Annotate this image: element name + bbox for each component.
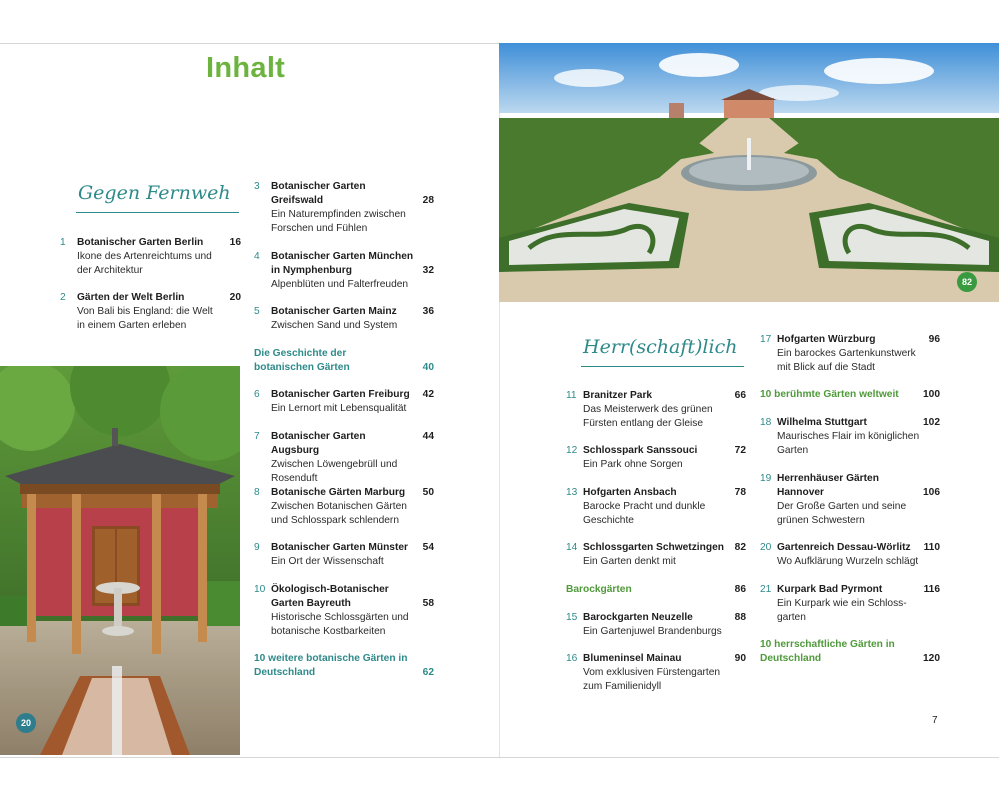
page-number: 7 bbox=[932, 715, 938, 726]
toc-entry-subtitle: Rosenduft bbox=[271, 473, 318, 484]
toc-entry-title: Hofgarten Würzburg bbox=[777, 334, 876, 345]
toc-entry-number: 8 bbox=[254, 487, 260, 498]
toc-entry-title: 10 berühmte Gärten weltweit bbox=[760, 389, 899, 400]
toc-entry-page: 88 bbox=[734, 612, 746, 623]
toc-entry-title: in Nymphenburg bbox=[271, 265, 352, 276]
toc-entry-page: 54 bbox=[422, 542, 434, 553]
toc-entry-title: 10 herrschaftliche Gärten in bbox=[760, 639, 895, 650]
toc-entry-page: 36 bbox=[422, 306, 434, 317]
toc-entry-subtitle: Garten bbox=[777, 445, 809, 456]
toc-entry-page: 120 bbox=[923, 653, 940, 664]
toc-entry-number: 19 bbox=[760, 473, 772, 484]
toc-entry-page: 42 bbox=[422, 389, 434, 400]
toc-entry-title: Botanischer Garten bbox=[271, 181, 366, 192]
toc-entry-subtitle: botanische Kostbarkeiten bbox=[271, 626, 386, 637]
toc-entry-page: 78 bbox=[734, 487, 746, 498]
page-title: Inhalt bbox=[206, 52, 286, 84]
toc-entry-subtitle: Ein Kurpark wie ein Schloss- bbox=[777, 598, 907, 609]
toc-entry-subtitle: Alpenblüten und Falterfreuden bbox=[271, 279, 409, 290]
toc-entry-page: 62 bbox=[422, 667, 434, 678]
toc-entry-subtitle: zum Familienidyll bbox=[583, 681, 662, 692]
toc-entry-page: 32 bbox=[422, 265, 434, 276]
toc-entry-subtitle: Geschichte bbox=[583, 515, 634, 526]
toc-entry-title: Die Geschichte der bbox=[254, 348, 347, 359]
toc-entry-subtitle: Maurisches Flair im königlichen bbox=[777, 431, 920, 442]
toc-entry-subtitle: Ein Garten denkt mit bbox=[583, 556, 676, 567]
toc-entry-title: Blumeninsel Mainau bbox=[583, 653, 682, 664]
toc-entry-subtitle: Ikone des Artenreichtums und bbox=[77, 251, 212, 262]
toc-entry-page: 116 bbox=[923, 584, 940, 595]
toc-entry-subtitle: Zwischen Löwengebrüll und bbox=[271, 459, 398, 470]
toc-entry-subtitle: garten bbox=[777, 612, 806, 623]
toc-entry-number: 15 bbox=[566, 612, 578, 623]
toc-entry-number: 18 bbox=[760, 417, 772, 428]
toc-entry-title: Hannover bbox=[777, 487, 824, 498]
toc-entry-title: Botanischer Garten Mainz bbox=[271, 306, 397, 317]
toc-entry-page: 106 bbox=[923, 487, 940, 498]
toc-entry-title: Botanischer Garten Münster bbox=[271, 542, 408, 553]
toc-entry-subtitle: Zwischen Sand und System bbox=[271, 320, 398, 331]
photo-page-badge: 82 bbox=[957, 272, 977, 292]
section-underline bbox=[581, 366, 744, 367]
toc-entry-title: Wilhelma Stuttgart bbox=[777, 417, 867, 428]
section-heading-herrschaft: Herr(schaft)lich bbox=[583, 336, 738, 358]
toc-entry-page: 82 bbox=[734, 542, 746, 553]
toc-entry-subtitle: Ein Ort der Wissenschaft bbox=[271, 556, 384, 567]
toc-entry-subtitle: Forschen und Fühlen bbox=[271, 223, 368, 234]
toc-entry-page: 16 bbox=[229, 237, 241, 248]
toc-entry-number: 14 bbox=[566, 542, 578, 553]
toc-entry-page: 20 bbox=[229, 292, 241, 303]
toc-entry-title: Barockgärten bbox=[566, 584, 632, 595]
toc-entry-number: 12 bbox=[566, 445, 578, 456]
toc-entry-title: Hofgarten Ansbach bbox=[583, 487, 677, 498]
toc-entry-title: Botanischer Garten Berlin bbox=[77, 237, 204, 248]
toc-entry-page: 66 bbox=[734, 390, 746, 401]
toc-entry-page: 100 bbox=[923, 389, 940, 400]
toc-entry-number: 17 bbox=[760, 334, 772, 345]
photo-baroque-garden bbox=[499, 43, 999, 302]
toc-entry-subtitle: Von Bali bis England: die Welt bbox=[77, 306, 213, 317]
toc-entry-number: 21 bbox=[760, 584, 772, 595]
toc-entry-number: 10 bbox=[254, 584, 266, 595]
section-heading-fernweh: Gegen Fernweh bbox=[78, 182, 231, 204]
toc-entry-subtitle: Ein Naturempfinden zwischen bbox=[271, 209, 406, 220]
toc-entry-subtitle: Vom exklusiven Fürstengarten bbox=[583, 667, 721, 678]
toc-entry-subtitle: in einem Garten erleben bbox=[77, 320, 187, 331]
toc-entry-title: Deutschland bbox=[254, 667, 316, 678]
toc-entry-title: Barockgarten Neuzelle bbox=[583, 612, 693, 623]
toc-entry-subtitle: Ein barockes Gartenkunstwerk bbox=[777, 348, 916, 359]
photo-page-badge: 20 bbox=[16, 713, 36, 733]
toc-entry-title: Botanischer Garten Augsburg bbox=[271, 431, 366, 456]
toc-entry-page: 50 bbox=[422, 487, 434, 498]
toc-entry-title: 10 weitere botanische Gärten in bbox=[254, 653, 408, 664]
toc-entry-number: 13 bbox=[566, 487, 578, 498]
toc-entry-title: Kurpark Bad Pyrmont bbox=[777, 584, 883, 595]
toc-entry-page: 110 bbox=[923, 542, 940, 553]
toc-entry-subtitle: Historische Schlossgärten und bbox=[271, 612, 409, 623]
toc-entry-title: botanischen Gärten bbox=[254, 362, 350, 373]
toc-entry-title: Schlosspark Sanssouci bbox=[583, 445, 698, 456]
toc-entry-title: Schlossgarten Schwetzingen bbox=[583, 542, 724, 553]
section-underline bbox=[76, 212, 239, 213]
toc-entry-title: Gartenreich Dessau-Wörlitz bbox=[777, 542, 911, 553]
toc-entry-page: 90 bbox=[734, 653, 746, 664]
toc-entry-number: 16 bbox=[566, 653, 578, 664]
toc-entry-title: Ökologisch-Botanischer bbox=[271, 584, 389, 595]
toc-entry-subtitle: Das Meisterwerk des grünen bbox=[583, 404, 713, 415]
toc-entry-number: 6 bbox=[254, 389, 260, 400]
toc-entry-page: 86 bbox=[734, 584, 746, 595]
toc-entry-number: 4 bbox=[254, 251, 260, 262]
toc-entry-subtitle: Ein Gartenjuwel Brandenburgs bbox=[583, 626, 722, 637]
toc-entry-title: Herrenhäuser Gärten bbox=[777, 473, 879, 484]
toc-entry-page: 96 bbox=[928, 334, 940, 345]
toc-entry-title: Greifswald bbox=[271, 195, 324, 206]
toc-entry-subtitle: grünen Schwestern bbox=[777, 515, 865, 526]
toc-entry-subtitle: Zwischen Botanischen Gärten bbox=[271, 501, 407, 512]
toc-entry-subtitle: Ein Lernort mit Lebensqualität bbox=[271, 403, 407, 414]
toc-entry-number: 20 bbox=[760, 542, 772, 553]
toc-entry-page: 28 bbox=[422, 195, 434, 206]
toc-entry-title: Branitzer Park bbox=[583, 390, 653, 401]
toc-entry-subtitle: Fürsten entlang der Gleise bbox=[583, 418, 704, 429]
toc-entry-number: 7 bbox=[254, 431, 260, 442]
toc-entry-page: 102 bbox=[923, 417, 940, 428]
toc-entry-number: 1 bbox=[60, 237, 66, 248]
toc-entry-page: 58 bbox=[422, 598, 434, 609]
toc-entry-subtitle: und Schlosspark schlendern bbox=[271, 515, 399, 526]
toc-entry-title: Gärten der Welt Berlin bbox=[77, 292, 185, 303]
toc-entry-subtitle: Der Große Garten und seine bbox=[777, 501, 907, 512]
toc-entry-number: 2 bbox=[60, 292, 66, 303]
toc-entry-subtitle: Barocke Pracht und dunkle bbox=[583, 501, 706, 512]
toc-entry-page: 40 bbox=[422, 362, 434, 373]
toc-entry-number: 11 bbox=[566, 390, 577, 401]
toc-entry-page: 44 bbox=[422, 431, 434, 442]
toc-entry-subtitle: Ein Park ohne Sorgen bbox=[583, 459, 683, 470]
toc-entry-title: Deutschland bbox=[760, 653, 822, 664]
toc-entry-title: Garten Bayreuth bbox=[271, 598, 351, 609]
photo-pavilion bbox=[0, 366, 240, 755]
toc-entry-title: Botanischer Garten München bbox=[271, 251, 414, 262]
toc-entry-subtitle: der Architektur bbox=[77, 265, 143, 276]
toc-entry-subtitle: mit Blick auf die Stadt bbox=[777, 362, 875, 373]
toc-entry-title: Botanischer Garten Freiburg bbox=[271, 389, 410, 400]
toc-entry-number: 5 bbox=[254, 306, 260, 317]
toc-entry-page: 72 bbox=[734, 445, 746, 456]
toc-entry-number: 3 bbox=[254, 181, 260, 192]
toc-entry-number: 9 bbox=[254, 542, 260, 553]
toc-entry-subtitle: Wo Aufklärung Wurzeln schlägt bbox=[777, 556, 919, 567]
toc-entry-title: Botanische Gärten Marburg bbox=[271, 487, 406, 498]
